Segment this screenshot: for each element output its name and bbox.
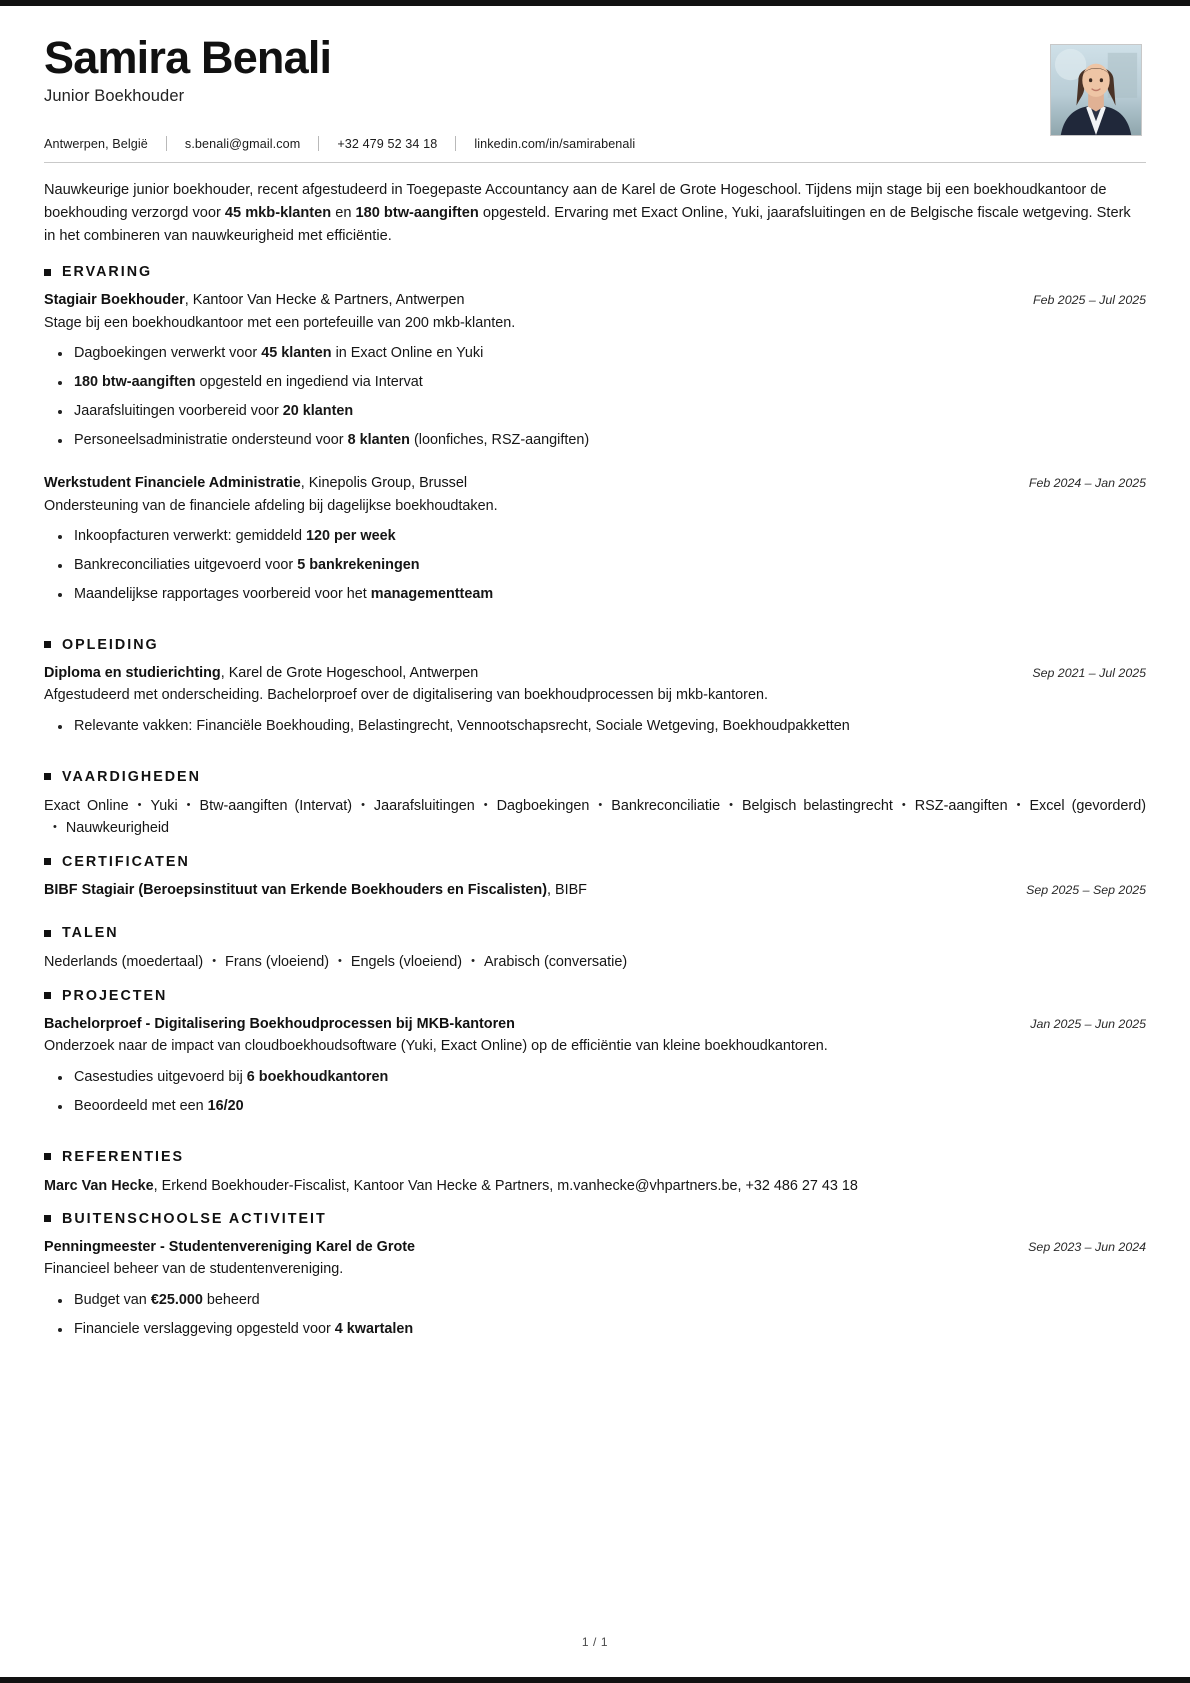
- inline-list-item: Engels (vloeiend): [350, 954, 463, 971]
- separator-dot-icon: •: [471, 955, 475, 968]
- resume-entry: [44, 473, 1146, 623]
- inline-list-item: Frans (vloeiend): [225, 954, 330, 971]
- entry-header: [44, 880, 1146, 902]
- skills-list: [44, 795, 1146, 840]
- section-heading-label: VAARDIGHEDEN: [62, 768, 201, 785]
- section-certificaten: [44, 854, 1146, 912]
- bottom-accent-bar: [0, 1677, 1190, 1683]
- inline-list-item: Bankreconciliatie: [611, 797, 721, 814]
- contact-divider: [318, 136, 319, 151]
- entry-bullet-list: [44, 526, 1146, 606]
- entry-spacer: [44, 901, 1146, 911]
- entry-title: [44, 1014, 515, 1036]
- list-item: Inkoopfacturen verwerkt: gemiddeld 120 per week: [74, 526, 1146, 548]
- section-projecten: [44, 988, 1146, 1135]
- section-heading-label: BUITENSCHOOLSE ACTIVITEIT: [62, 1210, 327, 1227]
- list-item: Maandelijkse rapportages voorbereid voor het managementteam: [74, 584, 1146, 606]
- entry-description: Financieel beheer van de studentenvereniging.: [44, 1261, 344, 1278]
- header-divider: [44, 162, 1146, 163]
- list-item: Relevante vakken: Financiële Boekhouding, Belastingrecht, Vennootschapsrecht, Sociale Wetgeving, Boekhoudpakketten: [74, 716, 1146, 738]
- summary-highlight-2: 180 btw-aangiften: [355, 205, 479, 222]
- section-heading-talen: [44, 925, 1146, 941]
- bullet-highlight: managementteam: [370, 585, 494, 602]
- separator-dot-icon: •: [729, 798, 733, 811]
- entry-date-range: Sep 2023 – Jun 2024: [1028, 1239, 1146, 1254]
- bullet-highlight: 4 kwartalen: [334, 1320, 414, 1337]
- entry-description: Afgestudeerd met onderscheiding. Bachelorproef over de digitalisering van boekhoudprocessen bij mkb-kantoren.: [44, 687, 768, 704]
- reference-name: Marc Van Hecke: [44, 1177, 154, 1194]
- section-heading-label: OPLEIDING: [62, 636, 159, 653]
- section-heading-buitenschoolse: [44, 1211, 1146, 1227]
- entry-bullet-list: [44, 1290, 1146, 1341]
- entry-bullet-list: [44, 716, 1146, 738]
- entry-header: [44, 1237, 1146, 1259]
- entry-title: [44, 290, 464, 312]
- separator-dot-icon: •: [53, 821, 57, 834]
- section-talen: [44, 925, 1146, 973]
- entry-header: [44, 1014, 1146, 1036]
- list-item: Financiele verslaggeving opgesteld voor 4 kwartalen: [74, 1319, 1146, 1341]
- entry-bullet-list: [44, 1067, 1146, 1118]
- separator-dot-icon: •: [361, 798, 365, 811]
- section-heading-label: TALEN: [62, 925, 119, 942]
- bullet-highlight: 6 boekhoudkantoren: [246, 1068, 389, 1085]
- entry-description: Stage bij een boekhoudkantoor met een portefeuille van 200 mkb-klanten.: [44, 314, 516, 331]
- inline-list-item: RSZ-aangiften: [914, 797, 1008, 814]
- list-item: Bankreconciliaties uitgevoerd voor 5 bankrekeningen: [74, 555, 1146, 577]
- entry-header: [44, 290, 1146, 312]
- entry-organization: , Kinepolis Group, Brussel: [300, 474, 468, 491]
- entry-spacer: [44, 1348, 1146, 1358]
- entry-date-range: Jan 2025 – Jun 2025: [1030, 1016, 1146, 1031]
- section-buitenschoolse-activiteit: [44, 1211, 1146, 1358]
- square-bullet-icon: [44, 1215, 51, 1222]
- summary-text-3: opgesteld. Ervaring met Exact Online, Yuki, jaarafsluitingen en de Belgische fiscale wetgeving. Sterk in het combineren van nauwkeurigheid met efficiëntie.: [44, 205, 1131, 245]
- inline-list-item: Yuki: [150, 797, 178, 814]
- summary-highlight-1: 45 mkb-klanten: [224, 205, 332, 222]
- entry-role: Werkstudent Financiele Administratie: [44, 474, 301, 491]
- resume-header: [44, 0, 1146, 136]
- resume-entry: [44, 880, 1146, 912]
- entry-organization: , BIBF: [546, 881, 587, 898]
- square-bullet-icon: [44, 930, 51, 937]
- bullet-highlight: €25.000: [150, 1292, 203, 1309]
- section-opleiding: [44, 637, 1146, 755]
- avatar: [1050, 44, 1142, 136]
- square-bullet-icon: [44, 1153, 51, 1160]
- contact-location: Antwerpen, België: [44, 136, 148, 151]
- entry-role: BIBF Stagiair (Beroepsinstituut van Erkende Boekhouders en Fiscalisten): [44, 881, 547, 898]
- top-accent-bar: [0, 0, 1190, 6]
- entry-list-opleiding: [44, 663, 1146, 755]
- summary-paragraph: [44, 179, 1146, 248]
- entry-list-projecten: [44, 1014, 1146, 1135]
- bullet-highlight: 20 klanten: [282, 403, 354, 420]
- section-heading-label: PROJECTEN: [62, 987, 168, 1004]
- entry-spacer: [44, 1125, 1146, 1135]
- contact-divider: [455, 136, 456, 151]
- entry-header: [44, 473, 1146, 495]
- entry-spacer: [44, 745, 1146, 755]
- list-item: Dagboekingen verwerkt voor 45 klanten in Exact Online en Yuki: [74, 343, 1146, 365]
- square-bullet-icon: [44, 858, 51, 865]
- entry-role: Bachelorproef - Digitalisering Boekhoudprocessen bij MKB-kantoren: [44, 1015, 515, 1032]
- section-heading-projecten: [44, 988, 1146, 1004]
- reference-line: [44, 1175, 1146, 1197]
- section-heading-label: REFERENTIES: [62, 1148, 185, 1165]
- entry-date-range: Feb 2024 – Jan 2025: [1028, 475, 1146, 490]
- reference-details: , Erkend Boekhouder-Fiscalist, Kantoor Van Hecke & Partners, m.vanhecke@vhpartners.be, +32 486 27 43 18: [153, 1177, 858, 1194]
- languages-list: [44, 951, 1146, 973]
- entry-list-ervaring: [44, 290, 1146, 623]
- contact-divider: [166, 136, 167, 151]
- entry-title: [44, 473, 467, 495]
- separator-dot-icon: •: [186, 798, 191, 811]
- contact-phone[interactable]: +32 479 52 34 18: [337, 136, 438, 151]
- entry-description: Ondersteuning van de financiele afdeling bij dagelijkse boekhoudtaken.: [44, 497, 498, 514]
- square-bullet-icon: [44, 992, 51, 999]
- entry-role: Stagiair Boekhouder: [44, 292, 185, 309]
- inline-list-item: Nauwkeurigheid: [65, 820, 170, 837]
- square-bullet-icon: [44, 641, 51, 648]
- section-ervaring: [44, 264, 1146, 623]
- bullet-highlight: 16/20: [207, 1097, 244, 1114]
- list-item: Budget van €25.000 beheerd: [74, 1290, 1146, 1312]
- summary-text-1: Nauwkeurige junior boekhouder, recent afgestudeerd in Toegepaste Accountancy aan de Karel de Grote Hogeschool. Tijdens mijn stage bij een boekhoudkantoor de boekhouding verzorgd voor: [44, 182, 1107, 222]
- inline-list-item: Exact Online: [44, 797, 129, 814]
- separator-dot-icon: •: [137, 798, 142, 811]
- contact-bar: [44, 136, 1146, 162]
- section-referenties: [44, 1149, 1146, 1197]
- resume-entry: [44, 1237, 1146, 1358]
- separator-dot-icon: •: [338, 955, 342, 968]
- entry-role: Diploma en studierichting: [44, 664, 221, 681]
- bullet-highlight: 180 btw-aangiften: [74, 374, 196, 391]
- square-bullet-icon: [44, 269, 51, 276]
- separator-dot-icon: •: [1016, 798, 1021, 811]
- inline-list-item: Nederlands (moedertaal): [44, 954, 204, 971]
- page-title: Samira Benali: [44, 32, 332, 83]
- separator-dot-icon: •: [212, 955, 217, 968]
- inline-list-item: Jaarafsluitingen: [373, 797, 475, 814]
- bullet-highlight: 5 bankrekeningen: [297, 557, 420, 574]
- entry-description: Onderzoek naar de impact van cloudboekhoudsoftware (Yuki, Exact Online) op de efficiëntie van kleine boekhoudkantoren.: [44, 1038, 828, 1055]
- list-item: 180 btw-aangiften opgesteld en ingediend via Intervat: [74, 372, 1146, 394]
- entry-spacer: [44, 459, 1146, 469]
- section-heading-label: ERVARING: [62, 264, 153, 281]
- bullet-highlight: 8 klanten: [347, 432, 410, 449]
- list-item: Casestudies uitgevoerd bij 6 boekhoudkantoren: [74, 1067, 1146, 1089]
- inline-list-item: Arabisch (conversatie): [483, 954, 628, 971]
- entry-role: Penningmeester - Studentenvereniging Karel de Grote: [44, 1238, 416, 1255]
- resume-entry: [44, 663, 1146, 755]
- section-heading-vaardigheden: [44, 769, 1146, 785]
- separator-dot-icon: •: [483, 798, 488, 811]
- section-heading-opleiding: [44, 637, 1146, 653]
- separator-dot-icon: •: [598, 798, 603, 811]
- entry-header: [44, 663, 1146, 685]
- contact-linkedin[interactable]: linkedin.com/in/samirabenali: [474, 136, 636, 151]
- entry-list-buitenschoolse: [44, 1237, 1146, 1358]
- entry-bullet-list: [44, 343, 1146, 452]
- entry-date-range: Sep 2025 – Sep 2025: [1026, 882, 1146, 897]
- inline-list-item: Dagboekingen: [496, 797, 590, 814]
- list-item: Personeelsadministratie ondersteund voor 8 klanten (loonfiches, RSZ-aangiften): [74, 430, 1146, 452]
- header-left: [44, 34, 1050, 128]
- entry-list-certificaten: [44, 880, 1146, 912]
- square-bullet-icon: [44, 773, 51, 780]
- entry-title: [44, 1237, 415, 1259]
- list-item: Jaarafsluitingen voorbereid voor 20 klanten: [74, 401, 1146, 423]
- entry-title: [44, 663, 478, 685]
- section-heading-label: CERTIFICATEN: [62, 853, 190, 870]
- entry-spacer: [44, 613, 1146, 623]
- inline-list-item: Belgisch belastingrecht: [741, 797, 893, 814]
- resume-entry: [44, 1014, 1146, 1135]
- section-heading-referenties: [44, 1149, 1146, 1165]
- page-indicator: 1 / 1: [581, 1635, 609, 1649]
- summary-text-2: en: [331, 205, 356, 222]
- section-vaardigheden: [44, 769, 1146, 840]
- inline-list-item: Excel (gevorderd): [1029, 797, 1146, 814]
- inline-list-item: Btw-aangiften (Intervat): [199, 797, 353, 814]
- separator-dot-icon: •: [901, 798, 906, 811]
- bullet-highlight: 45 klanten: [261, 345, 332, 362]
- entry-date-range: Feb 2025 – Jul 2025: [1033, 293, 1146, 308]
- section-heading-ervaring: [44, 264, 1146, 280]
- entry-date-range: Sep 2021 – Jul 2025: [1032, 665, 1146, 680]
- entry-organization: , Karel de Grote Hogeschool, Antwerpen: [220, 664, 479, 681]
- entry-title: [44, 880, 587, 902]
- section-heading-certificaten: [44, 854, 1146, 870]
- contact-email[interactable]: s.benali@gmail.com: [184, 136, 301, 151]
- resume-entry: [44, 290, 1146, 469]
- entry-organization: , Kantoor Van Hecke & Partners, Antwerpen: [184, 292, 465, 309]
- bullet-highlight: 120 per week: [305, 528, 396, 545]
- job-title: Junior Boekhouder: [44, 87, 185, 106]
- list-item: Beoordeeld met een 16/20: [74, 1096, 1146, 1118]
